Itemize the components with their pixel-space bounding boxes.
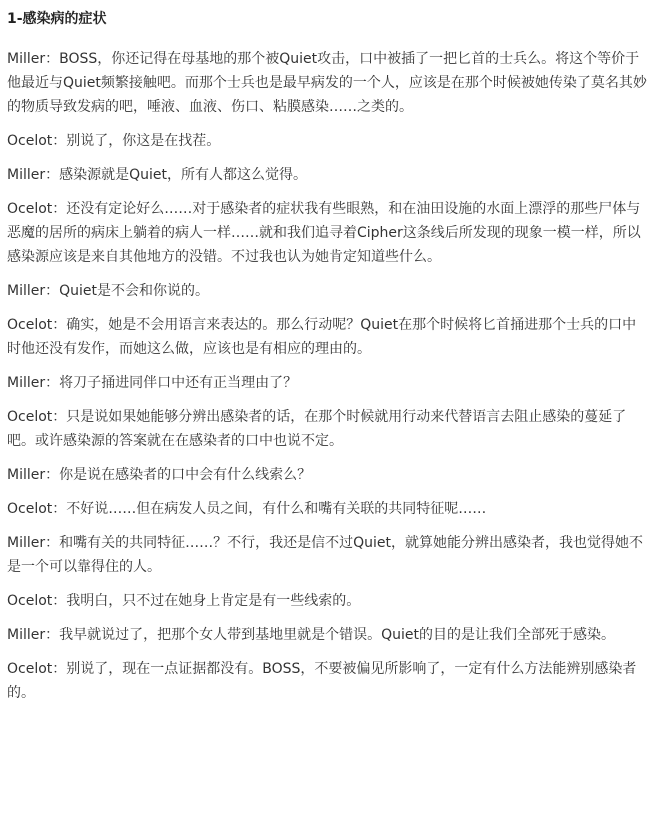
dialogue-paragraph: Miller：Quiet是不会和你说的。 [7, 283, 210, 299]
dialogue-paragraph: Miller：BOSS，你还记得在母基地的那个被Quiet攻击，口中被插了一把匕首的士兵么。将这个等价于他最近与Quiet频繁接触吧。而那个士兵也是最早病发的一个人，应该是在那个时候被她传染了莫名其妙的物质导致发病的吧，唾液、血液、伤口、粘膜感染……之类的。 [7, 51, 647, 115]
dialogue-paragraph: Miller：将刀子捅进同伴口中还有正当理由了？ [7, 375, 298, 391]
article-title: 1-感染病的症状 [7, 11, 107, 27]
dialogue-paragraph: Ocelot：还没有定论好么……对于感染者的症状我有些眼熟，和在油田设施的水面上漂浮的那些尸体与恶魔的居所的病床上躺着的病人一样……就和我们追寻着Cipher这条线后所发现的现象一模一样，所以感染源应该是来自其他地方的没错。不过我也认为她肯定知道些什么。 [7, 201, 641, 265]
dialogue-paragraph: Ocelot：不好说……但在病发人员之间，有什么和嘴有关联的共同特征呢…… [7, 501, 487, 517]
dialogue-paragraph: Ocelot：别说了，现在一点证据都没有。BOSS，不要被偏见所影响了，一定有什么方法能辨别感染者的。 [7, 661, 637, 701]
dialogue-paragraph: Ocelot：别说了，你这是在找茬。 [7, 133, 221, 149]
dialogue-paragraph: Miller：和嘴有关的共同特征……？不行，我还是信不过Quiet，就算她能分辨出感染者，我也觉得她不是一个可以靠得住的人。 [7, 535, 643, 575]
dialogue-paragraph: Ocelot：确实，她是不会用语言来表达的。那么行动呢？Quiet在那个时候将匕首捅进那个士兵的口中时他还没有发作，而她这么做，应该也是有相应的理由的。 [7, 317, 637, 357]
dialogue-paragraph: Ocelot：我明白，只不过在她身上肯定是有一些线索的。 [7, 593, 361, 609]
dialogue-paragraph: Ocelot：只是说如果她能够分辨出感染者的话，在那个时候就用行动来代替语言去阻止感染的蔓延了吧。或许感染源的答案就在在感染者的口中也说不定。 [7, 409, 627, 449]
dialogue-paragraph: Miller：我早就说过了，把那个女人带到基地里就是个错误。Quiet的目的是让我们全部死于感染。 [7, 627, 615, 643]
dialogue-paragraph: Miller：你是说在感染者的口中会有什么线索么？ [7, 467, 312, 483]
dialogue-paragraph: Miller：感染源就是Quiet，所有人都这么觉得。 [7, 167, 308, 183]
